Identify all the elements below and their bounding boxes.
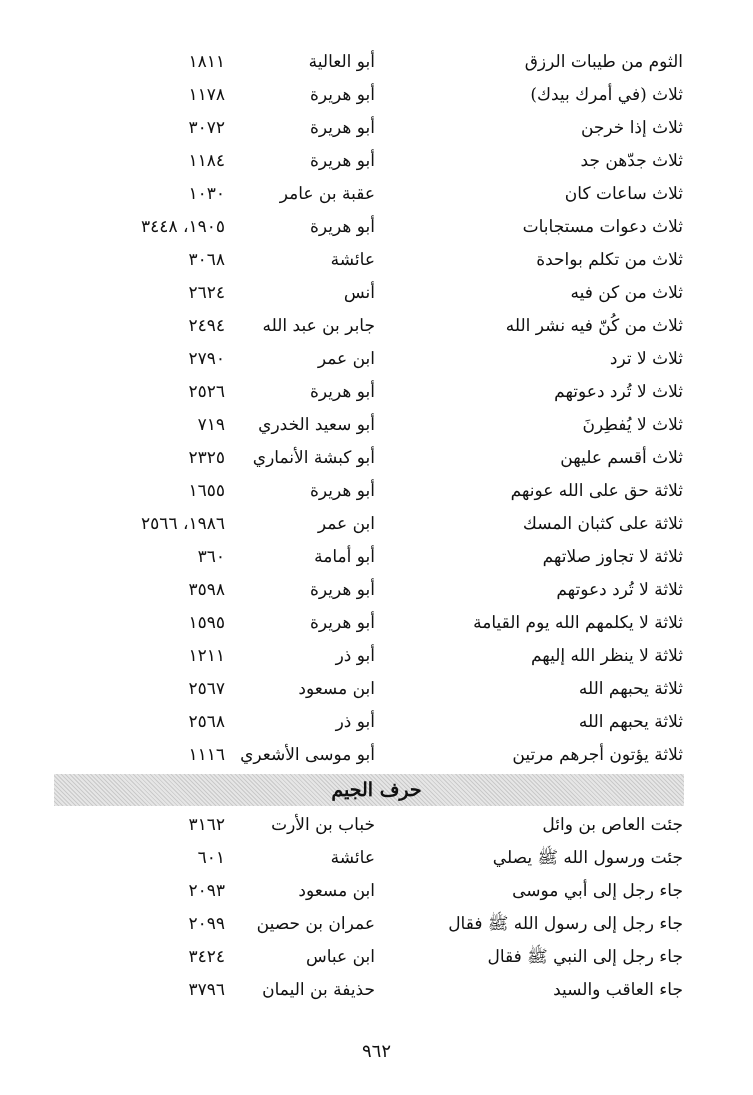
hadith-text: ثلاث جدّهن جد xyxy=(580,151,683,171)
hadith-number: ١٦٥٥ xyxy=(188,481,225,501)
hadith-number: ١٥٩٥ xyxy=(188,613,225,633)
hadith-number: ١١٨٤ xyxy=(188,151,225,171)
hadith-text: ثلاث ساعات كان xyxy=(564,184,683,204)
hadith-text: ثلاثة حق على الله عونهم xyxy=(510,481,683,501)
hadith-text: ثلاث أقسم عليهن xyxy=(560,448,683,468)
index-row xyxy=(0,706,753,739)
hadith-text: ثلاثة يحبهم الله xyxy=(578,712,683,732)
index-row xyxy=(0,809,753,842)
index-row xyxy=(0,79,753,112)
hadith-text: ثلاث (في أمرك بيدك) xyxy=(530,85,683,105)
narrator-name: أبو أمامة xyxy=(314,547,375,567)
hadith-number: ٣١٦٢ xyxy=(188,815,225,835)
index-row xyxy=(0,673,753,706)
narrator-name: ابن مسعود xyxy=(298,679,375,699)
index-row xyxy=(0,941,753,974)
hadith-number: ٧١٩ xyxy=(197,415,225,435)
hadith-number: ١١٧٨ xyxy=(188,85,225,105)
hadith-text: ثلاث دعوات مستجابات xyxy=(522,217,683,237)
hadith-text: ثلاث من كن فيه xyxy=(570,283,683,303)
hadith-text: ثلاثة يحبهم الله xyxy=(578,679,683,699)
hadith-number: ٢٣٢٥ xyxy=(188,448,225,468)
index-row xyxy=(0,178,753,211)
narrator-name: عقبة بن عامر xyxy=(279,184,375,204)
hadith-number: ٣٦٠ xyxy=(197,547,225,567)
section-header xyxy=(0,773,753,807)
narrator-name: أبو العالية xyxy=(308,52,375,72)
hadith-text: ثلاث من تكلم بواحدة xyxy=(536,250,683,270)
index-row xyxy=(0,310,753,343)
hadith-text: ثلاث لا يُفطِرنَ xyxy=(582,415,683,435)
narrator-name: أبو هريرة xyxy=(309,217,375,237)
hadith-number: ٣٠٦٨ xyxy=(188,250,225,270)
hadith-number: ٢٧٩٠ xyxy=(188,349,225,369)
hadith-index xyxy=(0,46,753,1007)
hadith-text: ثلاث لا ترد xyxy=(609,349,683,369)
narrator-name: عائشة xyxy=(330,848,375,868)
index-row xyxy=(0,640,753,673)
hadith-text: الثوم من طيبات الرزق xyxy=(524,52,683,72)
narrator-name: أبو هريرة xyxy=(309,85,375,105)
hadith-number: ٢٥٢٦ xyxy=(188,382,225,402)
hadith-number: ١٩٨٦، ٢٥٦٦ xyxy=(141,514,225,534)
index-row xyxy=(0,574,753,607)
narrator-name: أبو ذر xyxy=(335,712,375,732)
page-number: ٩٦٢ xyxy=(361,1041,391,1062)
hadith-number: ٢٤٩٤ xyxy=(188,316,225,336)
index-row xyxy=(0,376,753,409)
hadith-text: ثلاثة لا ينظر الله إليهم xyxy=(530,646,683,666)
narrator-name: عمران بن حصين xyxy=(256,914,375,934)
index-row xyxy=(0,541,753,574)
hadith-number: ٢٥٦٨ xyxy=(188,712,225,732)
narrator-name: أبو هريرة xyxy=(309,151,375,171)
hadith-text: ثلاثة على كثبان المسك xyxy=(522,514,683,534)
narrator-name: أبو هريرة xyxy=(309,118,375,138)
hadith-number: ٢٥٦٧ xyxy=(188,679,225,699)
hadith-text: ثلاثة لا تجاوز صلاتهم xyxy=(542,547,683,567)
index-row xyxy=(0,343,753,376)
hadith-text: ثلاثة لا يكلمهم الله يوم القيامة xyxy=(473,613,683,633)
narrator-name: عائشة xyxy=(330,250,375,270)
hadith-number: ٣٠٧٢ xyxy=(188,118,225,138)
hadith-number: ٢٠٩٩ xyxy=(188,914,225,934)
index-row xyxy=(0,112,753,145)
index-row xyxy=(0,908,753,941)
narrator-name: حذيفة بن اليمان xyxy=(262,980,375,1000)
index-row xyxy=(0,442,753,475)
index-row xyxy=(0,875,753,908)
index-row xyxy=(0,409,753,442)
index-row xyxy=(0,508,753,541)
narrator-name: ابن مسعود xyxy=(298,881,375,901)
hadith-text: جئت ورسول الله ﷺ يصلي xyxy=(492,848,683,868)
narrator-name: ابن عمر xyxy=(317,349,375,369)
hadith-number: ٣٧٩٦ xyxy=(188,980,225,1000)
hadith-number: ٢٠٩٣ xyxy=(188,881,225,901)
hadith-text: جاء رجل إلى أبي موسى xyxy=(512,881,683,901)
index-row xyxy=(0,277,753,310)
hadith-number: ١٢١١ xyxy=(188,646,225,666)
narrator-name: أبو هريرة xyxy=(309,382,375,402)
index-row xyxy=(0,739,753,772)
rows-before-section xyxy=(0,46,753,772)
index-row xyxy=(0,211,753,244)
narrator-name: أبو موسى الأشعري xyxy=(240,745,375,765)
index-row xyxy=(0,475,753,508)
narrator-name: خباب بن الأرت xyxy=(271,815,375,835)
index-row xyxy=(0,842,753,875)
hadith-number: ٦٠١ xyxy=(197,848,225,868)
hadith-text: ثلاثة يؤتون أجرهم مرتين xyxy=(512,745,683,765)
index-row xyxy=(0,145,753,178)
narrator-name: أبو ذر xyxy=(335,646,375,666)
narrator-name: أنس xyxy=(343,283,375,303)
hadith-number: ٣٤٢٤ xyxy=(188,947,225,967)
narrator-name: أبو هريرة xyxy=(309,580,375,600)
hadith-text: جاء رجل إلى النبي ﷺ فقال xyxy=(487,947,683,967)
rows-after-section xyxy=(0,809,753,1007)
section-title: حرف الجيم xyxy=(331,779,422,801)
hadith-text: جاء رجل إلى رسول الله ﷺ فقال xyxy=(448,914,683,934)
hadith-number: ٢٦٢٤ xyxy=(188,283,225,303)
hadith-number: ١٨١١ xyxy=(188,52,225,72)
index-row xyxy=(0,46,753,79)
hadith-text: ثلاث لا تُرد دعوتهم xyxy=(554,382,683,402)
index-row xyxy=(0,607,753,640)
hadith-number: ١٠٣٠ xyxy=(188,184,225,204)
hadith-number: ١٩٠٥، ٣٤٤٨ xyxy=(141,217,225,237)
narrator-name: ابن عباس xyxy=(305,947,375,967)
index-row xyxy=(0,244,753,277)
narrator-name: أبو كبشة الأنماري xyxy=(252,448,375,468)
hadith-text: جئت العاص بن وائل xyxy=(542,815,683,835)
hadith-text: ثلاثة لا تُرد دعوتهم xyxy=(556,580,683,600)
hadith-text: جاء العاقب والسيد xyxy=(553,980,683,1000)
index-row xyxy=(0,974,753,1007)
narrator-name: أبو هريرة xyxy=(309,613,375,633)
narrator-name: أبو هريرة xyxy=(309,481,375,501)
hadith-text: ثلاث إذا خرجن xyxy=(580,118,683,138)
narrator-name: أبو سعيد الخدري xyxy=(258,415,375,435)
hadith-number: ٣٥٩٨ xyxy=(188,580,225,600)
hadith-text: ثلاث من كُنّ فيه نشر الله xyxy=(505,316,683,336)
narrator-name: ابن عمر xyxy=(317,514,375,534)
hadith-number: ١١١٦ xyxy=(188,745,225,765)
narrator-name: جابر بن عبد الله xyxy=(262,316,375,336)
